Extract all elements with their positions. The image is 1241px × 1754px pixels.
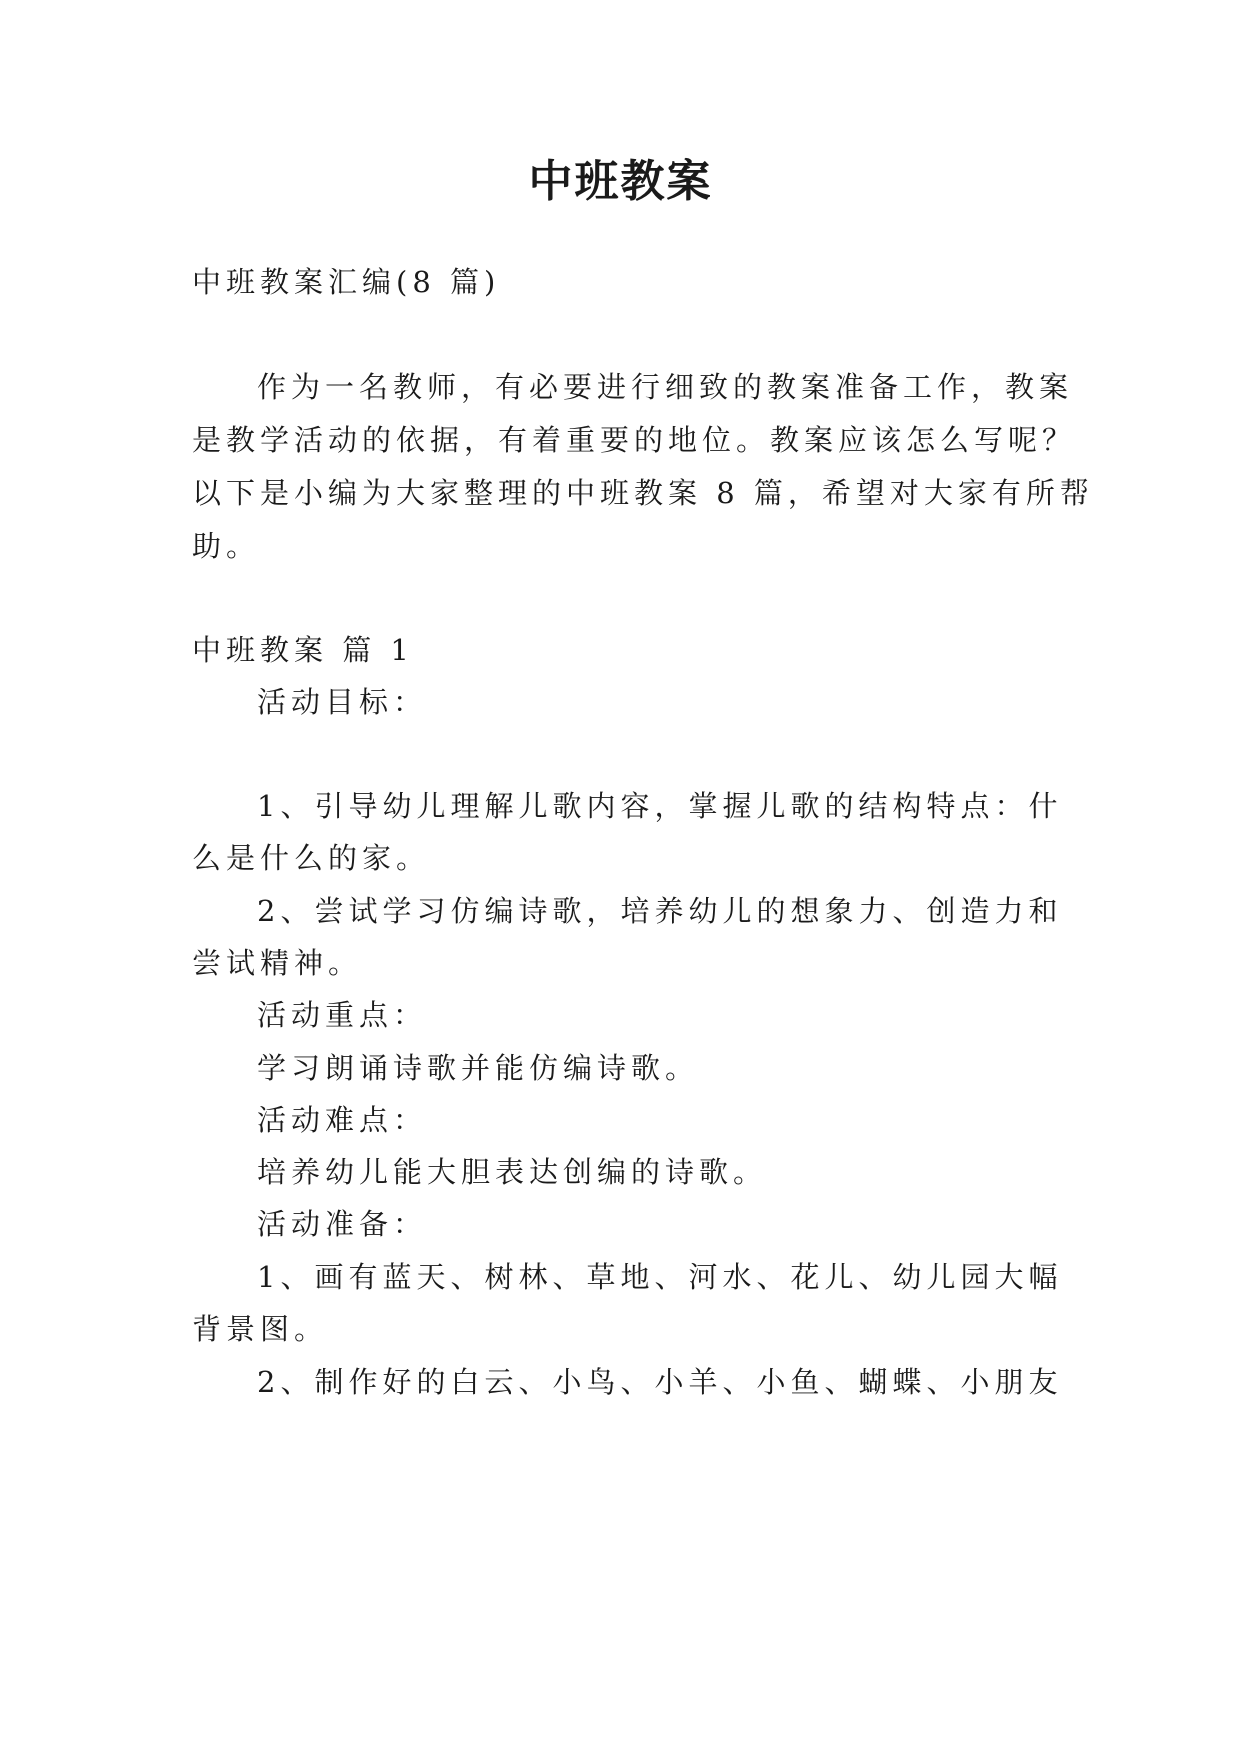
preparation-label: 活动准备：	[257, 1207, 428, 1241]
intro-line-1: 作为一名教师，有必要进行细致的教案准备工作，教案	[257, 370, 1074, 404]
objective-1-line-2: 么是什么的家。	[192, 841, 431, 875]
intro-line-3: 以下是小编为大家整理的中班教案 8 篇，希望对大家有所帮	[192, 476, 1094, 510]
key-point-text: 学习朗诵诗歌并能仿编诗歌。	[257, 1051, 700, 1085]
objective-2-line-2: 尝试精神。	[192, 946, 363, 980]
preparation-1-line-2: 背景图。	[192, 1312, 329, 1346]
objectives-label: 活动目标：	[257, 685, 428, 719]
intro-line-2: 是教学活动的依据，有着重要的地位。教案应该怎么写呢？	[192, 423, 1077, 457]
objective-2-line-1: 2、尝试学习仿编诗歌，培养幼儿的想象力、创造力和	[257, 894, 1063, 928]
difficulty-text: 培养幼儿能大胆表达创编的诗歌。	[257, 1155, 768, 1189]
document-subtitle: 中班教案汇编(8 篇)	[192, 265, 501, 299]
document-title: 中班教案	[528, 156, 713, 207]
preparation-1-line-1: 1、画有蓝天、树林、草地、河水、花儿、幼儿园大幅	[257, 1260, 1063, 1294]
intro-line-4: 助。	[192, 529, 261, 563]
difficulty-label: 活动难点：	[257, 1103, 428, 1137]
key-point-label: 活动重点：	[257, 998, 428, 1032]
objective-1-line-1: 1、引导幼儿理解儿歌内容，掌握儿歌的结构特点：什	[257, 789, 1063, 823]
section-heading: 中班教案 篇 1	[192, 633, 414, 667]
preparation-2-line-1: 2、制作好的白云、小鸟、小羊、小鱼、蝴蝶、小朋友	[257, 1365, 1063, 1399]
